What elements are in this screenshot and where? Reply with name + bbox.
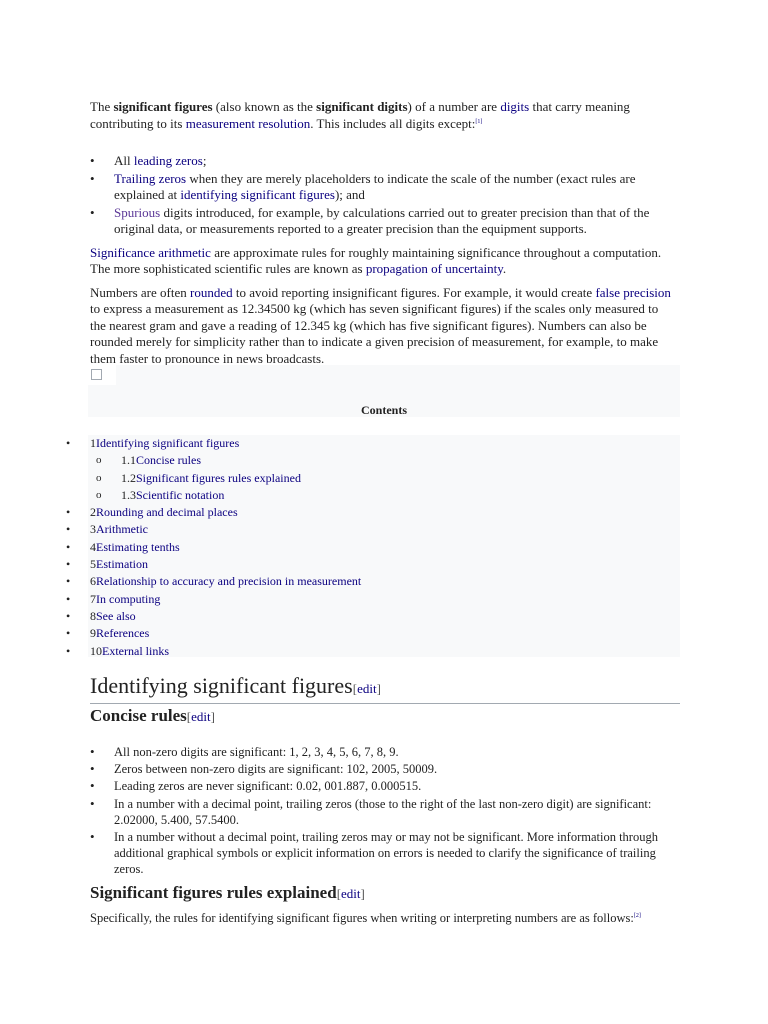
text: to avoid reporting insignificant figures. For example, it would create: [232, 284, 596, 300]
bullet-icon: •: [66, 574, 71, 589]
toc-link[interactable]: Identifying significant figures: [96, 436, 240, 450]
toc-number: 7: [90, 591, 96, 606]
text: to express a measurement as 12.34500 kg (which has seven significant figures) if the scales only measured to the nearest gram and gave a reading of 12.345 kg (which has five significant figures). Numbers can also be rounded merely for simplicity rather than to indicate a given precision of measurement, for example, to make them faster to pronounce in news broadcasts.: [90, 301, 659, 366]
text: ;: [202, 153, 207, 168]
intro-paragraph: [90, 99, 675, 132]
text: that carry meaning contributing to its: [90, 99, 630, 131]
list-item: [90, 153, 675, 170]
toc-item[interactable]: [66, 643, 666, 660]
bracket: ]: [360, 886, 365, 901]
heading-text: Significant figures rules explained: [90, 883, 337, 902]
toc-number: 1.3: [121, 487, 136, 502]
text: Numbers are often: [90, 284, 190, 300]
list-item: • In a number without a decimal point, trailing zeros may or may not be significant. More information through additional graphical symbols or explicit information on errors is needed to clarify the significance of trailing zeros.: [90, 829, 680, 877]
toc-number: 1.1: [121, 453, 136, 468]
bracket: ]: [210, 709, 215, 724]
section-heading: [90, 672, 680, 704]
toc-number: 10: [90, 643, 102, 658]
toc-number: 8: [90, 608, 96, 623]
circle-bullet-icon: o: [96, 471, 102, 484]
toc-title: Contents: [360, 403, 407, 417]
bracket: [: [336, 886, 342, 901]
link-significance-arithmetic[interactable]: Significance arithmetic: [90, 244, 211, 260]
toc-toggle-checkbox[interactable]: [91, 369, 102, 380]
text: ) of a number are: [407, 99, 501, 114]
toc-item[interactable]: [66, 452, 666, 469]
edit-link[interactable]: edit: [191, 709, 211, 724]
edit-link[interactable]: edit: [357, 681, 377, 696]
toc-number: 2: [90, 505, 96, 520]
toc-link[interactable]: Relationship to accuracy and precision in measurement: [96, 574, 362, 589]
heading-text: Identifying significant figures: [90, 673, 353, 698]
list-item: • In a number with a decimal point, trailing zeros (those to the right of the last non-zero digit) are significant: 2.02000, 5.400, 57.5400.: [90, 796, 680, 828]
list-item: [90, 171, 675, 204]
toc-link[interactable]: Estimation: [96, 557, 148, 572]
toc-link[interactable]: References: [96, 626, 150, 641]
article-intro: [90, 99, 675, 367]
edit-section: [337, 886, 365, 901]
text: digits introduced, for example, by calculations carried out to greater precision than that of the original data, or measurements reported to a greater precision than the equipment supports.: [114, 204, 650, 236]
link-digits[interactable]: digits: [500, 99, 530, 114]
edit-link[interactable]: edit: [341, 886, 361, 901]
bullet-icon: •: [66, 608, 71, 623]
link-spurious[interactable]: Spurious: [114, 204, 161, 220]
text: (also known as the: [212, 99, 317, 114]
text: when they are merely placeholders to indicate the scale of the number (exact rules are explained at: [114, 170, 636, 202]
reference-1[interactable]: [1]: [475, 118, 483, 125]
link-leading-zeros[interactable]: leading zeros: [133, 153, 203, 168]
text: are approximate rules for roughly maintaining significance throughout a computation. The more sophisticated scientific rules are known as: [90, 244, 662, 276]
toc-item[interactable]: [66, 470, 666, 487]
text: .: [502, 261, 507, 276]
bullet-icon: •: [66, 505, 71, 520]
bullet-icon: •: [66, 626, 71, 641]
toc-item[interactable]: [66, 556, 666, 573]
toc-item[interactable]: [66, 625, 666, 642]
toc-item[interactable]: [66, 573, 666, 590]
toc-link[interactable]: Rounding and decimal places: [96, 505, 238, 520]
toc-link[interactable]: Estimating tenths: [96, 539, 180, 554]
bullet-icon: •: [66, 539, 71, 554]
list-item: • Leading zeros are never significant: 0.02, 001.887, 0.000515.: [90, 778, 680, 794]
exceptions-list: [90, 153, 675, 238]
toc-link[interactable]: Scientific notation: [136, 487, 225, 502]
toc-link[interactable]: Significant figures rules explained: [136, 470, 301, 485]
link-measurement-resolution[interactable]: measurement resolution: [185, 115, 311, 131]
toc-item[interactable]: [66, 521, 666, 538]
list-item: [90, 205, 675, 238]
toc-link[interactable]: See also: [96, 608, 136, 623]
toc-item[interactable]: [66, 504, 666, 521]
bullet-icon: •: [66, 643, 71, 658]
list-item: • Zeros between non-zero digits are significant: 102, 2005, 50009.: [90, 761, 680, 777]
rules-explained-paragraph: [90, 910, 690, 926]
toc-number: 1.2: [121, 470, 136, 485]
toc-link[interactable]: In computing: [96, 591, 161, 606]
toc-item[interactable]: [66, 591, 666, 608]
term-significant-digits: significant digits: [316, 99, 408, 114]
toc-item[interactable]: [66, 539, 666, 556]
toc-item[interactable]: [66, 608, 666, 625]
toc-number: 3: [90, 522, 96, 537]
link-rounded[interactable]: rounded: [190, 284, 233, 300]
toc-number: 1: [90, 436, 96, 450]
toc-link[interactable]: Concise rules: [136, 453, 201, 468]
text: All: [114, 153, 134, 168]
toc-number: 9: [90, 626, 96, 641]
toc-number: 6: [90, 574, 96, 589]
bracket: ]: [376, 681, 381, 696]
heading-text: Concise rules: [90, 706, 187, 725]
subsection-heading-rules-explained: [90, 882, 365, 905]
bullet-icon: •: [66, 522, 71, 537]
toc-link[interactable]: Arithmetic: [96, 522, 148, 537]
text: ); and: [334, 187, 365, 202]
toc-item[interactable]: [66, 487, 666, 504]
link-propagation-of-uncertainty[interactable]: propagation of uncertainty: [365, 261, 503, 276]
toc-link[interactable]: External links: [102, 643, 169, 658]
bracket: [: [352, 681, 358, 696]
edit-section: [187, 709, 215, 724]
toc-number: 4: [90, 539, 96, 554]
text: . This includes all digits except:: [310, 115, 476, 131]
bullet-icon: •: [66, 436, 71, 450]
toc-number: 5: [90, 557, 96, 572]
term-significant-figures: significant figures: [113, 99, 213, 114]
bullet-icon: •: [66, 591, 71, 606]
link-trailing-zeros[interactable]: Trailing zeros: [114, 170, 187, 186]
text: The: [90, 99, 114, 114]
concise-rules-list: [90, 744, 680, 878]
toc-item[interactable]: [66, 435, 666, 452]
reference-2[interactable]: [2]: [633, 913, 641, 919]
significance-paragraph: [90, 245, 675, 278]
circle-bullet-icon: o: [96, 454, 102, 467]
list-item: • All non-zero digits are significant: 1, 2, 3, 4, 5, 6, 7, 8, 9.: [90, 744, 680, 760]
bullet-icon: •: [66, 557, 71, 572]
text: Specifically, the rules for identifying significant figures when writing or interpreting numbers are as follows:: [90, 911, 634, 925]
circle-bullet-icon: o: [96, 488, 102, 501]
link-false-precision[interactable]: false precision: [595, 284, 671, 300]
table-of-contents: [66, 435, 666, 660]
link-identifying-significant-figures[interactable]: identifying significant figures: [180, 187, 335, 202]
rounding-paragraph: [90, 285, 675, 368]
bracket: [: [186, 709, 192, 724]
edit-section: [353, 681, 381, 696]
subsection-heading-concise-rules: [90, 705, 215, 728]
